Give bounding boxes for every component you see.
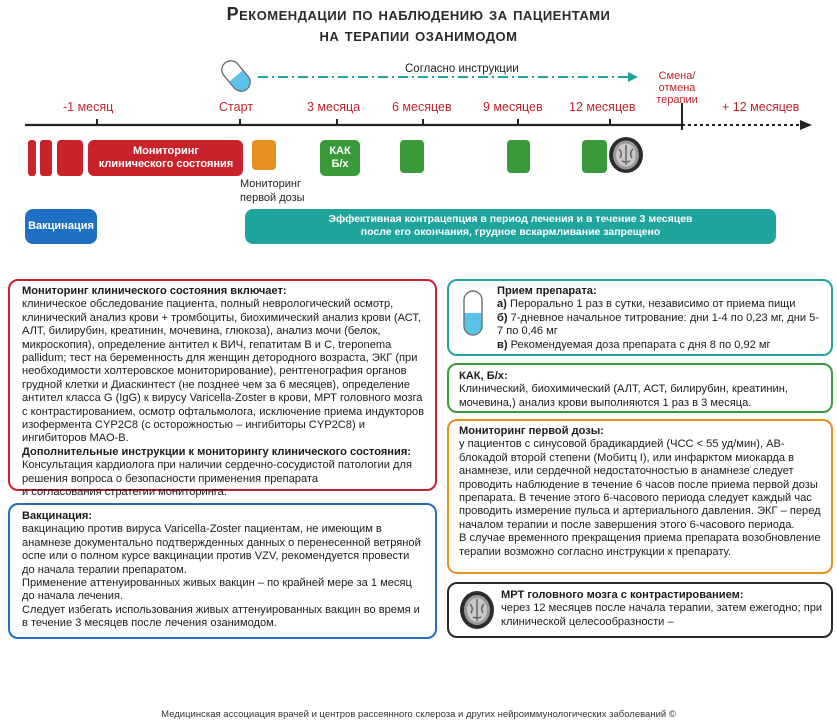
first-dose-p2: В случае временного прекращения приема препарата возобновление терапии возможно согласно инструкции к препарату. bbox=[459, 532, 821, 558]
instruction-arrow-head bbox=[628, 72, 638, 82]
capsule-icon-card bbox=[462, 289, 484, 337]
page-title: Рекомендации по наблюдению за пациентами bbox=[226, 4, 611, 24]
mri-card bbox=[447, 582, 833, 638]
instruction-label: Согласно инструкции bbox=[405, 63, 519, 75]
mri-brain-icon bbox=[609, 137, 643, 173]
mri-brain-icon-card bbox=[459, 590, 495, 630]
tick-6-months: 6 месяцев bbox=[392, 100, 452, 114]
switch-label: Смена/отмена терапии bbox=[656, 70, 698, 106]
vaccination-p3: Следует избегать использования живых аттенуированных вакцин во время и в течение 3 месяцев после лечения озанимодом. bbox=[22, 603, 420, 630]
footer: Медицинская ассоциация врачей и центров рассеянного склероза и других нейроиммунологических заболеваний © bbox=[161, 709, 676, 720]
kak-pill-label: КАК Б/х bbox=[329, 145, 351, 170]
capsule-icon bbox=[218, 57, 254, 95]
clinical-monitoring-card bbox=[8, 279, 437, 499]
intake-c: в) Рекомендуемая доза препарата с дня 8 по 0,92 мг bbox=[497, 338, 771, 351]
vaccination-p1: вакцинацию против вируса Varicella-Zoster пациентам, не имеющим в анамнезе документально подтвержденных данных о перенесенной ветряной оспе или о полном курсе вакцинации против VZV, рекомендуется провести до начала терапии препаратом. bbox=[22, 523, 421, 576]
tick-9-months: 9 месяцев bbox=[483, 100, 543, 114]
first-dose-label: Мониторинг первой дозы bbox=[240, 178, 305, 204]
tick-12-months: 12 месяцев bbox=[569, 100, 636, 114]
first-dose-heading: Мониторинг первой дозы: bbox=[459, 425, 604, 437]
vaccination-card bbox=[8, 503, 437, 639]
monitoring-pill-label: Мониторинг клинического состояния bbox=[98, 145, 234, 170]
intake-b: б) 7-дневное начальное титрование: дни 1-4 по 0,23 мг, дни 5-7 по 0,46 мг bbox=[497, 311, 819, 338]
tick-3-months: 3 месяца bbox=[307, 100, 361, 114]
first-dose-marker bbox=[252, 140, 276, 170]
clinical-body-2a: Консультация кардиолога при наличии сердечно-сосудистой патологии для решения вопроса о безопасности применения препарата bbox=[22, 459, 412, 485]
contraception-label: Эффективная контрацепция в период лечения и в течение 3 месяцев после его окончания, грудное вскармливание запрещено bbox=[328, 213, 693, 238]
tick-minus-1-month: -1 месяц bbox=[63, 100, 114, 114]
vaccination-p2: Применение аттенуированных живых вакцин – по крайней мере за 1 месяц до начала лечения. bbox=[22, 577, 412, 603]
first-dose-card bbox=[447, 419, 833, 574]
clinical-body: клиническое обследование пациента, полный неврологический осмотр, клинический анализ крови + тромбоциты, биохимический анализ крови (АСТ, АЛТ, билирубин, креатинин, мочевина, глюкоза), анализ мочи (белок, микроскопия), определение антител к ВИЧ, гепатитам В и С, treponema pallidum; тест на беременность для женщин детородного возраста, ЭКГ (при необходимости холтеровское мониторирование), рентгенография органов грудной клетки и Диаскинтест (не позднее чем за 6 месяцев), определение антител класса G (IgG) к вирусу Varicella-Zoster в крови, МРТ головного мозга с контрастированием, осмотр офтальмолога, исключение приема индукторов изофермента CYP2C8 (с осторожностью – ингибиторы CYP2C8) и ингибиторов МАО-В. bbox=[22, 298, 425, 445]
tick-plus-12-months: + 12 месяцев bbox=[722, 100, 800, 114]
mri-heading: МРТ головного мозга с контрастированием: bbox=[501, 589, 744, 601]
intake-a: а) Перорально 1 раз в сутки, независимо от приема пищи bbox=[497, 298, 796, 311]
tick-start: Старт bbox=[219, 100, 253, 114]
clinical-body-2b: и согласования стратегии мониторинга. bbox=[22, 486, 227, 499]
vaccination-heading: Вакцинация: bbox=[22, 510, 93, 522]
vaccination-pill-label: Вакцинация bbox=[28, 220, 94, 232]
kak-card bbox=[447, 363, 833, 413]
kak-heading: КАК, Б/х: bbox=[459, 370, 508, 382]
kak-body: Клинический, биохимический (АЛТ, АСТ, билирубин, креатинин, мочевина,) анализ крови выполняются 1 раз в 3 месяца. bbox=[459, 383, 788, 409]
page-subtitle: на терапии озанимодом bbox=[319, 25, 518, 45]
timeline-arrow-head bbox=[800, 120, 812, 130]
clinical-heading-2: Дополнительные инструкции к мониторингу клинического состояния: bbox=[22, 445, 411, 458]
clinical-heading: Мониторинг клинического состояния включает: bbox=[22, 285, 287, 297]
mri-body: через 12 месяцев после начала терапии, затем ежегодно; при клинической целесообразности – bbox=[501, 602, 823, 628]
first-dose-p1: у пациентов с синусовой брадикардией (ЧСС < 55 уд/мин), АВ-блокадой второй степени (Мобитц I), или инфарктом миокарда в анамнезе, или сердечной недостаточностью в анамнезе следует проводить наблюдение в течение 6 часов после приема первой дозы препарата. В течение этого 6-часового периода следует каждый час проводить измерение пульса и артериального давления. ЭКГ – перед началом терапии и после завершения этого 6-часового периода. bbox=[459, 438, 821, 531]
intake-heading: Прием препарата: bbox=[497, 285, 597, 297]
intake-card bbox=[447, 279, 833, 356]
